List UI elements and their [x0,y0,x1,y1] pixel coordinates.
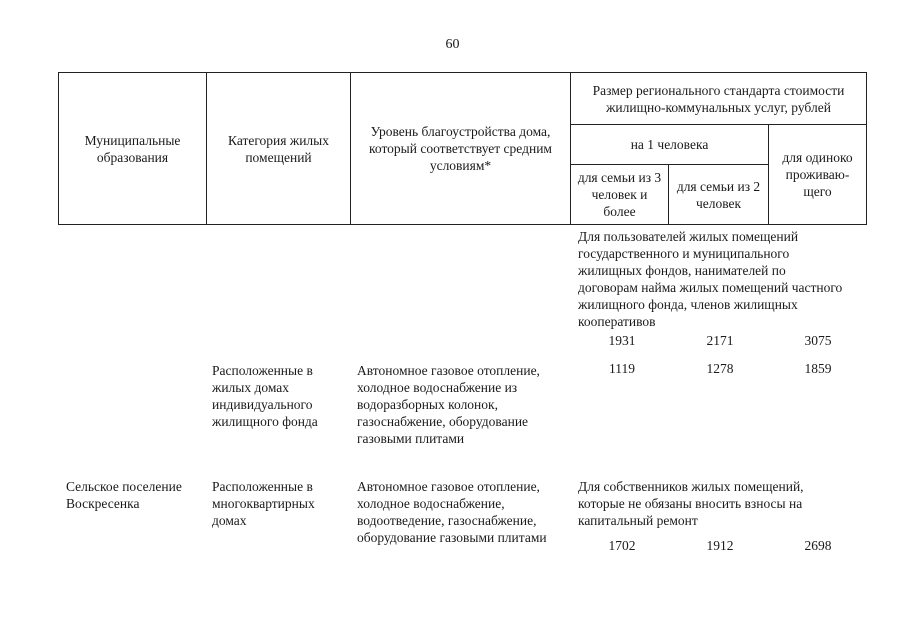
individual-level: Автономное газовое отопление, холодное водоснабжение из водоразборных колонок, газоснабжение, оборудование газовыми плитами [357,363,540,446]
header-municipal: Муниципальные образования [59,73,207,225]
section1-value-single: 3075 [804,333,832,348]
tariff-table-header [58,72,867,225]
header-level: Уровень благоустройства дома, который соответствует средним условиям* [351,73,571,225]
voskresenka-value-single: 2698 [804,538,832,553]
section1-note: Для пользователей жилых помещений государственного и муниципального жилищных фондов, нанимателей по договорам найма жилых помещений частного жилищного фонда, членов жилищных кооперативов [578,229,843,329]
voskresenka-value-family2: 1912 [706,538,734,553]
header-single: для одиноко проживаю-щего [769,125,867,225]
voskresenka-category: Расположенные в многоквартирных домах [212,479,315,528]
header-family3: для семьи из 3 человек и более [571,165,669,225]
section1-value-family2: 2171 [706,333,734,348]
individual-value-family2: 1278 [706,361,734,376]
section1-value-family3: 1931 [608,333,636,348]
individual-category: Расположенные в жилых домах индивидуального жилищного фонда [212,363,318,429]
individual-value-single: 1859 [804,361,832,376]
page-number: 60 [445,37,460,52]
header-family2: для семьи из 2 человек [669,165,769,225]
header-category: Категория жилых помещений [207,73,351,225]
header-standard: Размер регионального стандарта стоимости жилищно-коммунальных услуг, рублей [571,73,867,125]
voskresenka-note: Для собственников жилых помещений, которые не обязаны вносить взносы на капитальный ремонт [578,479,804,528]
voskresenka-municipal: Сельское поселение Воскресенка [66,479,182,511]
individual-value-family3: 1119 [609,361,635,376]
voskresenka-level: Автономное газовое отопление, холодное водоснабжение, водоотведение, газоснабжение, оборудование газовыми плитами [357,479,547,545]
header-per-person: на 1 человека [571,125,769,165]
voskresenka-value-family3: 1702 [608,538,636,553]
